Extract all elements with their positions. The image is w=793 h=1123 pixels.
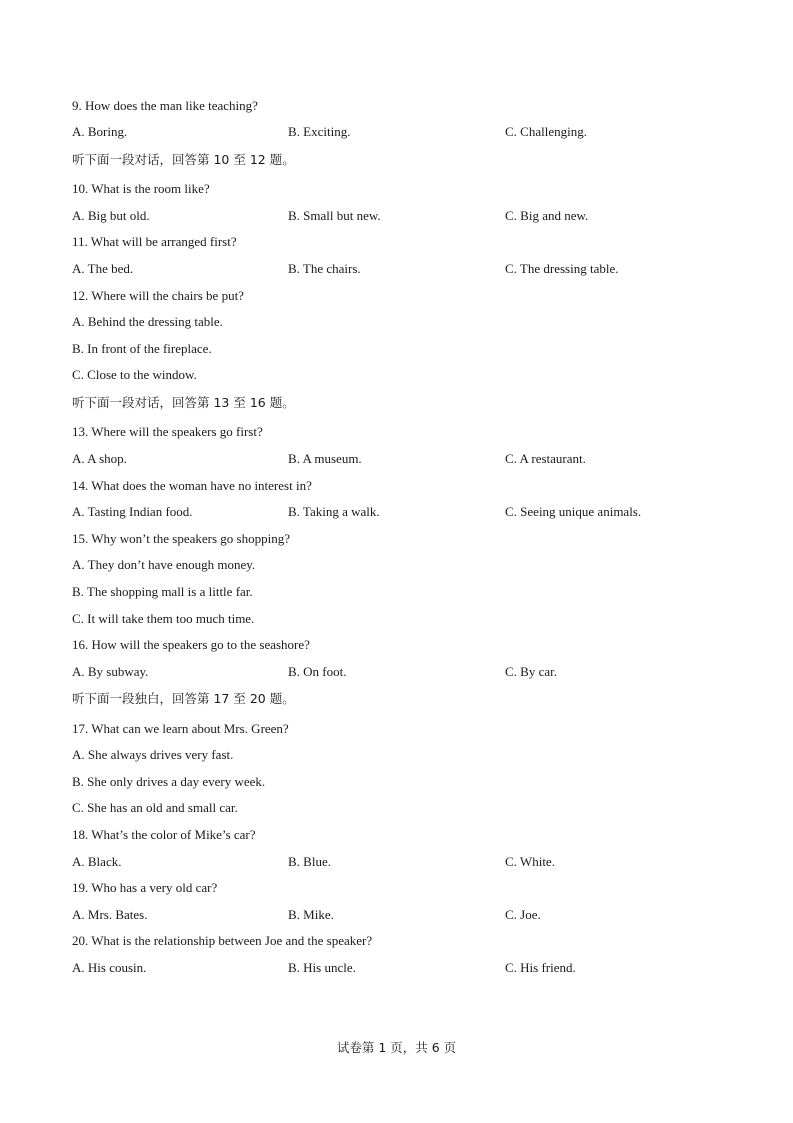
- question-17: 17. What can we learn about Mrs. Green?: [72, 721, 289, 736]
- option-19a: A. Mrs. Bates.: [72, 907, 148, 922]
- question-13: 13. Where will the speakers go first?: [72, 424, 263, 439]
- option-13b: B. A museum.: [288, 451, 362, 466]
- question-16: 16. How will the speakers go to the seashore?: [72, 637, 310, 652]
- option-18c: C. White.: [505, 854, 555, 869]
- section-instruction-2: 听下面一段对话，回答第 13 至 16 题。: [72, 395, 295, 410]
- option-20a: A. His cousin.: [72, 960, 147, 975]
- option-17b: B. She only drives a day every week.: [72, 774, 266, 789]
- option-9c: C. Challenging.: [505, 124, 587, 139]
- question-18: 18. What’s the color of Mike’s car?: [72, 827, 256, 842]
- option-19c: C. Joe.: [505, 907, 541, 922]
- option-20b: B. His uncle.: [288, 960, 356, 975]
- option-19b: B. Mike.: [288, 907, 334, 922]
- question-20: 20. What is the relationship between Joe and the speaker?: [72, 933, 373, 948]
- question-11: 11. What will be arranged first?: [72, 234, 237, 249]
- question-15: 15. Why won’t the speakers go shopping?: [72, 531, 290, 546]
- option-20c: C. His friend.: [505, 960, 576, 975]
- option-13a: A. A shop.: [72, 451, 127, 466]
- option-11b: B. The chairs.: [288, 261, 361, 276]
- option-10a: A. Big but old.: [72, 208, 150, 223]
- question-10: 10. What is the room like?: [72, 181, 210, 196]
- option-16c: C. By car.: [505, 664, 557, 679]
- option-14a: A. Tasting Indian food.: [72, 504, 193, 519]
- option-10b: B. Small but new.: [288, 208, 381, 223]
- option-12c: C. Close to the window.: [72, 367, 197, 382]
- question-14: 14. What does the woman have no interest in?: [72, 478, 312, 493]
- option-18a: A. Black.: [72, 854, 122, 869]
- option-10c: C. Big and new.: [505, 208, 589, 223]
- section-instruction-1: 听下面一段对话，回答第 10 至 12 题。: [72, 152, 295, 167]
- option-9b: B. Exciting.: [288, 124, 351, 139]
- option-12a: A. Behind the dressing table.: [72, 314, 223, 329]
- section-instruction-3: 听下面一段独白，回答第 17 至 20 题。: [72, 691, 295, 706]
- option-12b: B. In front of the fireplace.: [72, 341, 212, 356]
- option-14c: C. Seeing unique animals.: [505, 504, 642, 519]
- question-9: 9. How does the man like teaching?: [72, 98, 258, 113]
- question-19: 19. Who has a very old car?: [72, 880, 218, 895]
- option-11a: A. The bed.: [72, 261, 134, 276]
- option-15b: B. The shopping mall is a little far.: [72, 584, 253, 599]
- option-18b: B. Blue.: [288, 854, 331, 869]
- option-11c: C. The dressing table.: [505, 261, 619, 276]
- option-15a: A. They don’t have enough money.: [72, 557, 256, 572]
- option-17c: C. She has an old and small car.: [72, 800, 238, 815]
- option-15c: C. It will take them too much time.: [72, 611, 255, 626]
- option-14b: B. Taking a walk.: [288, 504, 380, 519]
- option-16a: A. By subway.: [72, 664, 149, 679]
- question-12: 12. Where will the chairs be put?: [72, 288, 244, 303]
- option-16b: B. On foot.: [288, 664, 347, 679]
- page-footer: 试卷第 1 页，共 6 页: [336, 1040, 457, 1055]
- option-9a: A. Boring.: [72, 124, 128, 139]
- option-17a: A. She always drives very fast.: [72, 747, 234, 762]
- option-13c: C. A restaurant.: [505, 451, 586, 466]
